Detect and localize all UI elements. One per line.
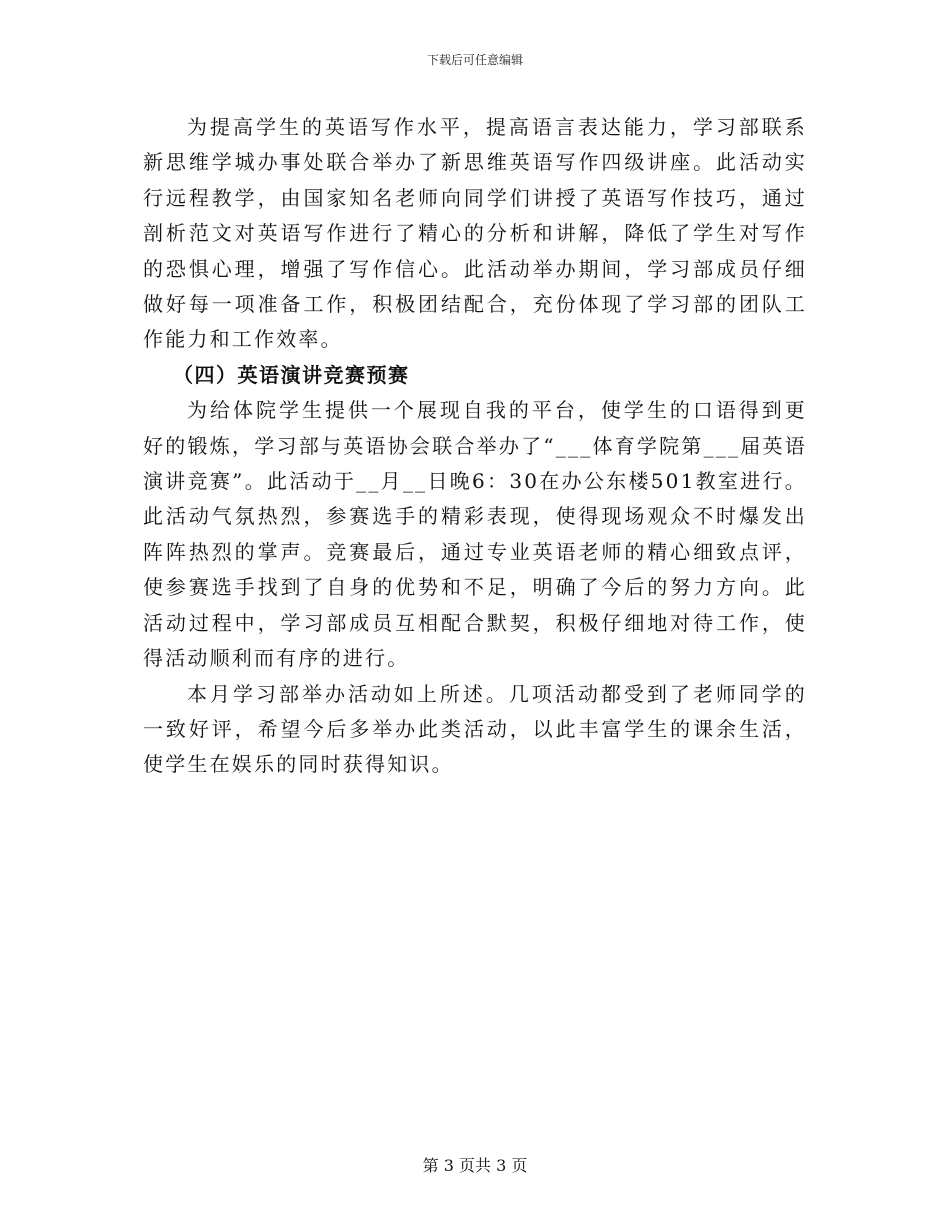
page-footer: 第 3 页共 3 页 [422,1156,528,1175]
section-heading-speech-contest: （四）英语演讲竞赛预赛 [173,362,410,387]
page-header: 下载后可任意编辑 [426,53,523,67]
paragraph-summary: 本月学习部举办活动如上所述。几项活动都受到了老师同学的一致好评，希望今后多举办此类活动，以此丰富学生的课余生活，使学生在娱乐的同时获得知识。 [143,681,807,777]
paragraph-writing-lecture: 为提高学生的英语写作水平，提高语言表达能力，学习部联系新思维学城办事处联合举办了新思维英语写作四级讲座。此活动实行远程教学，由国家知名老师向同学们讲授了英语写作技巧，通过剖析范文对英语写作进行了精心的分析和讲解，降低了学生对写作的恐惧心理，增强了写作信心。此活动举办期间，学习部成员仔细做好每一项准备工作，积极团结配合，充份体现了学习部的团队工作能力和工作效率。 [143,115,807,352]
document-body [143,110,807,783]
paragraph-speech-contest: 为给体院学生提供一个展现自我的平台，使学生的口语得到更好的锻炼，学习部与英语协会联合举办了“___体育学院第___届英语演讲竞赛”。此活动于__月__日晚6：30在办公东楼501教室进行。此活动气氛热烈，参赛选手的精彩表现，使得现场观众不时爆发出阵阵热烈的掌声。竞赛最后，通过专业英语老师的精心细致点评，使参赛选手找到了自身的优势和不足，明确了今后的努力方向。此活动过程中，学习部成员互相配合默契，积极仔细地对待工作，使得活动顺利而有序的进行。 [143,398,807,671]
